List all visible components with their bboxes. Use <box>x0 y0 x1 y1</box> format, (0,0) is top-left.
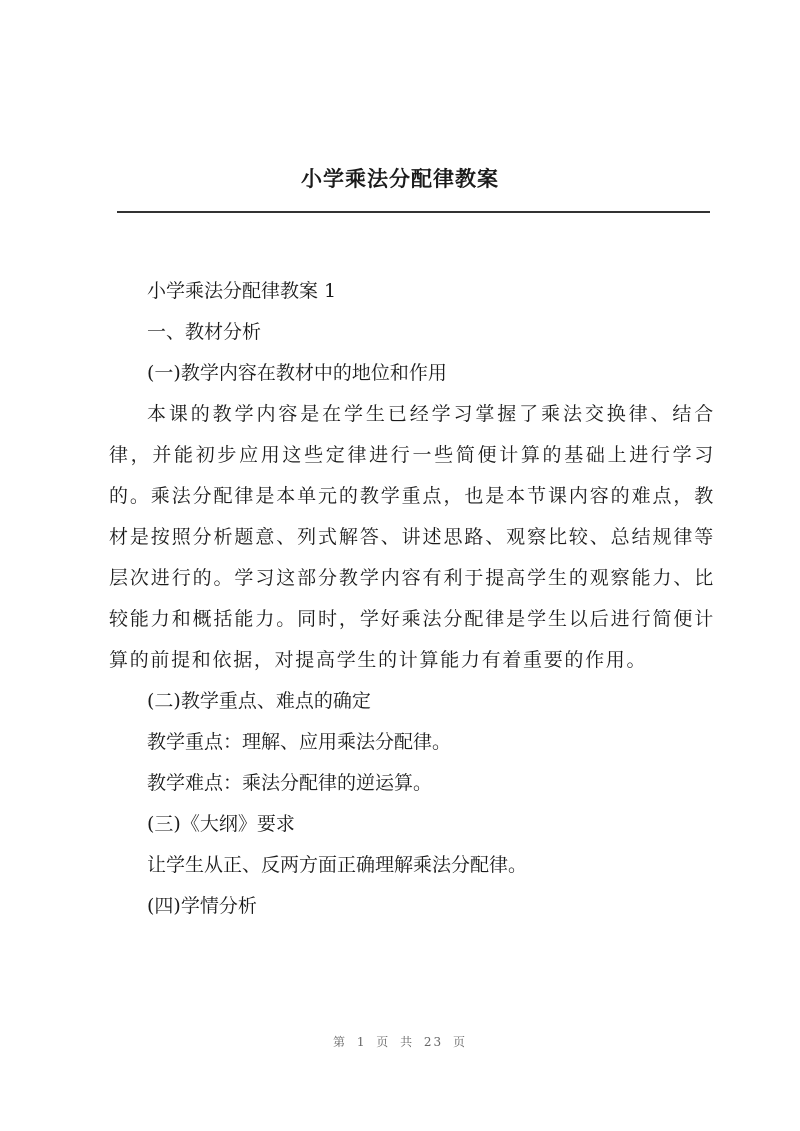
document-title: 小学乘法分配律教案 <box>301 166 499 191</box>
body-line: 让学生从正、反两方面正确理解乘法分配律。 <box>147 854 528 876</box>
body-paragraph: 本课的教学内容是在学生已经学习掌握了乘法交换律、结合律，并能初步应用这些定律进行一些简便计算的基础上进行学习的。乘法分配律是本单元的教学重点，也是本节课内容的难点，教材是按照分析题意、列式解答、讲述思路、观察比较、总结规律等层次进行的。学习这部分教学内容有利于提高学生的观察能力、比较能力和概括能力。同时，学好乘法分配律是学生以后进行简便计算的前提和依据，对提高学生的计算能力有着重要的作用。 <box>109 403 715 671</box>
body-line: 教学重点：理解、应用乘法分配律。 <box>147 731 452 753</box>
title-divider <box>117 211 710 213</box>
page-number-footer: 第 1 页 共 23 页 <box>333 1035 467 1049</box>
subsection-heading: (二)教学重点、难点的确定 <box>147 690 371 712</box>
section-heading: 小学乘法分配律教案 1 <box>147 280 337 302</box>
document-body <box>109 271 715 927</box>
section-heading: 一、教材分析 <box>147 321 262 343</box>
subsection-heading: (一)教学内容在教材中的地位和作用 <box>147 362 447 384</box>
subsection-heading: (三)《大纲》要求 <box>147 813 295 835</box>
body-line: 教学难点：乘法分配律的逆运算。 <box>147 772 433 794</box>
subsection-heading: (四)学情分析 <box>147 895 257 917</box>
